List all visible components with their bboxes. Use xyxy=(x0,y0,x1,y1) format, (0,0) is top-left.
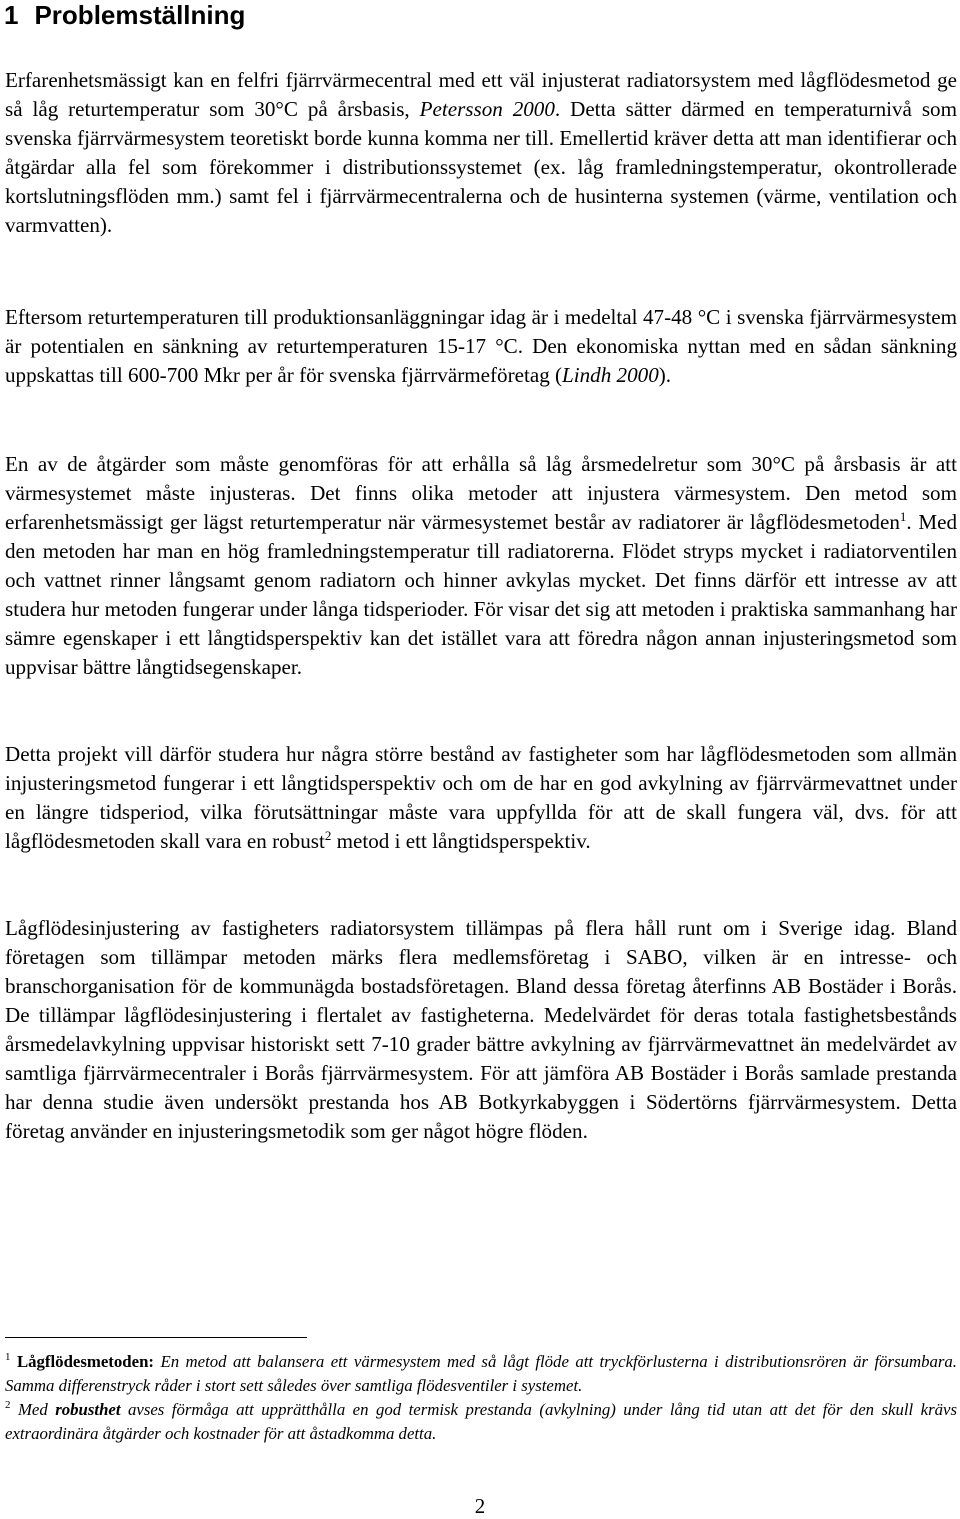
section-heading xyxy=(4,0,245,30)
footnote-2-term: robusthet xyxy=(55,1400,121,1419)
paragraph-3 xyxy=(5,450,957,682)
page-number: 2 xyxy=(474,1494,486,1518)
paragraph-3-text-b: . Med den metoden har man en hög framledningstemperatur till radiatorerna. Flödet stryps mycket i radiatorventilen och vattnet rinner långsamt genom radiatorn och hinner avkylas mycket. Det finns därför ett intresse av att studera hur metoden fungerar under långa tidsperioder. För visar det sig att metoden i praktiska sammanhang har sämre egenskaper i ett långtidsperspektiv kan det istället vara att föredra någon annan injusteringsmetod som uppvisar bättre långtidsegenskaper. xyxy=(5,510,958,679)
footnote-1 xyxy=(5,1350,957,1398)
footnote-2-pre: Med xyxy=(10,1400,56,1419)
paragraph-1 xyxy=(5,66,957,240)
footnote-2 xyxy=(5,1398,957,1446)
section-number: 1 xyxy=(4,0,19,30)
footnote-ref-1: 1 xyxy=(899,509,907,524)
paragraph-3-text-a: En av de åtgärder som måste genomföras för att erhålla så låg årsmedelretur som 30°C på årsbasis är att värmesystemet måste injusteras. Det finns olika metoder att injustera värmesystem. Den metod som erfarenhetsmässigt ger lägst returtemperatur när värmesystemet består av radiatorer är lågflödesmetoden xyxy=(5,452,957,534)
footnote-ref-2: 2 xyxy=(324,828,332,843)
footnote-2-number: 2 xyxy=(5,1399,11,1411)
paragraph-5: Lågflödesinjustering av fastigheters radiatorsystem tillämpas på flera håll runt om i Sverige idag. Bland företagen som tillämpar metoden märks flera medlemsföretag i SABO, vilken är en intresse- och branschorganisation för de kommunägda bostadsföretagen. Bland dessa företag återfinns AB Bostäder i Borås. De tillämpar lågflödesinjustering i flertalet av fastigheterna. Medelvärdet för deras totala fastighetsbestånds årsmedelavkylning uppvisar historiskt sett 7-10 grader bättre avkylning av fjärrvärmevattnet än medelvärdet av samtliga fjärrvärmecentraler i Borås fjärrvärmesystem. För att jämföra AB Bostäder i Borås samlade prestanda har denna studie även undersökt prestanda hos AB Botkyrkabyggen i Södertörns fjärrvärmesystem. Detta företag använder en injusteringsmetodik som ger något högre flöden. xyxy=(5,916,957,1143)
citation-petersson: Petersson 2000 xyxy=(419,97,555,121)
footnote-2-text: avses förmåga att upprätthålla en god termisk prestanda (avkylning) under lång tid utan att det för den skull krävs extraordinära åtgärder och kostnader för att åstadkomma detta. xyxy=(5,1400,957,1443)
paragraph-4-text-b: metod i ett långtidsperspektiv. xyxy=(331,829,591,853)
paragraph-1-text-b: . Detta sätter därmed en temperaturnivå som svenska fjärrvärmesystem teoretiskt borde kunna komma ner till. Emellertid kräver detta att man identifierar och åtgärdar alla fel som förekommer i distributionssystemet (ex. låg framledningstemperatur, okontrollerade kortslutningsflöden mm.) samt fel i fjärrvärmecentralerna och de husinterna systemen (värme, ventilation och varmvatten). xyxy=(5,97,957,237)
footnote-1-term: Lågflödesmetoden: xyxy=(16,1352,154,1371)
paragraph-1-text-a: Erfarenhetsmässigt kan en felfri fjärrvärmecentral med ett väl injusterat radiatorsystem med lågflödesmetod ge så låg returtemperatur som 30°C på årsbasis, xyxy=(5,68,957,121)
section-title: Problemställning xyxy=(34,0,246,30)
paragraph-2-text-b: ). xyxy=(658,363,672,387)
footnote-1-text: En metod att balansera ett värmesystem med så lågt flöde att tryckförlusterna i distributionsrören är försumbara. Samma differenstryck råder i stort sett således över samtliga flödesventiler i systemet. xyxy=(5,1352,958,1395)
paragraph-2-text-a: Eftersom returtemperaturen till produktionsanläggningar idag är i medeltal 47-48 °C i svenska fjärrvärmesystem är potentialen en sänkning av returtemperaturen 15-17 °C. Den ekonomiska nyttan med en sådan sänkning uppskattas till 600-700 Mkr per år för svenska fjärrvärmeföretag ( xyxy=(5,305,957,387)
footnote-1-number: 1 xyxy=(5,1351,11,1363)
paragraph-4 xyxy=(5,740,957,856)
citation-lindh: Lindh 2000 xyxy=(562,363,659,387)
paragraph-2 xyxy=(5,303,957,390)
footnote-separator xyxy=(5,1337,307,1338)
paragraph-4-text-a: Detta projekt vill därför studera hur några större bestånd av fastigheter som har lågflödesmetoden som allmän injusteringsmetod fungerar i ett långtidsperspektiv och om de har en god avkylning av fjärrvärmevattnet under en längre tidsperiod, vilka förutsättningar måste vara uppfyllda för att de skall fungera väl, dvs. för att lågflödesmetoden skall vara en robust xyxy=(5,742,957,853)
